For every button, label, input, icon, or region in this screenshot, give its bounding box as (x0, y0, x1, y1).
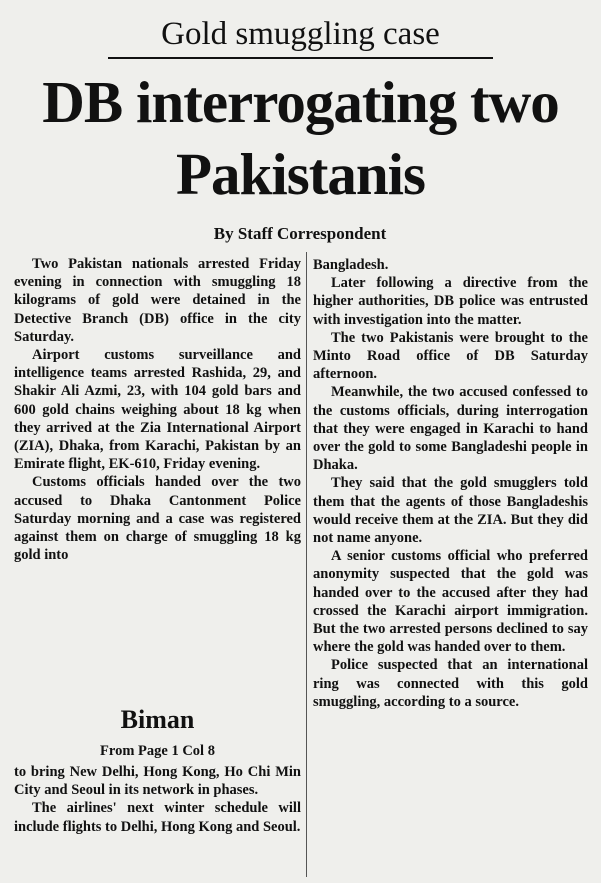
kicker-underline (108, 57, 493, 59)
paragraph: They said that the gold smugglers told them that the agents of those Bangladeshis would receive them at the ZIA. But they did not name anyone. (313, 475, 588, 547)
paragraph: A senior customs official who preferred anonymity suspected that the gold was handed over to the accused after they had crossed the Karachi airport immigration. But the two arrested persons declined to say where the gold was handed over to them. (313, 548, 588, 656)
article-column-2 (313, 256, 588, 878)
jump-subheading: From Page 1 Col 8 (100, 743, 215, 759)
paragraph: Meanwhile, the two accused confessed to the customs officials, during interrogation that they were engaged in Karachi to hand over the gold to some Bangladeshi people in Dhaka. (313, 384, 588, 474)
jump-column (14, 763, 301, 878)
paragraph: Airport customs surveillance and intelligence teams arrested Rashida, 29, and Shakir Ali Azmi, 23, with 104 gold bars and 600 gold chains weighing about 18 kg when they arrived at the Zia International Airport (ZIA), Dhaka, from Karachi, Pakistan by an Emirate flight, EK-610, Friday evening. (14, 347, 301, 473)
jump-heading: Biman (120, 705, 195, 734)
byline: By Staff Correspondent (213, 224, 387, 243)
column-divider (306, 252, 307, 877)
article-column-1 (14, 255, 301, 695)
paragraph: The two Pakistanis were brought to the Minto Road office of DB Saturday afternoon. (313, 329, 588, 383)
paragraph: Two Pakistan nationals arrested Friday evening in connection with smuggling 18 kilograms of gold were detained in the Detective Branch (DB) office in the city Saturday. (14, 256, 301, 345)
paragraph: Later following a directive from the higher authorities, DB police was entrusted with investigation into the matter. (313, 275, 588, 328)
kicker: Gold smuggling case (161, 16, 440, 52)
headline: DB interrogating two Pakistanis (42, 69, 559, 207)
paragraph: The airlines' next winter schedule will include flights to Delhi, Hong Kong and Seoul. (14, 800, 301, 835)
paragraph: Customs officials handed over the two accused to Dhaka Cantonment Police Saturday morning and a case was registered against them on charge of smuggling 18 kg gold into (14, 474, 301, 564)
paragraph: to bring New Delhi, Hong Kong, Ho Chi Min City and Seoul in its network in phases. (14, 764, 301, 799)
paragraph: Bangladesh. (313, 257, 389, 273)
paragraph: Police suspected that an international ring was connected with this gold smuggling, according to a source. (313, 657, 588, 710)
